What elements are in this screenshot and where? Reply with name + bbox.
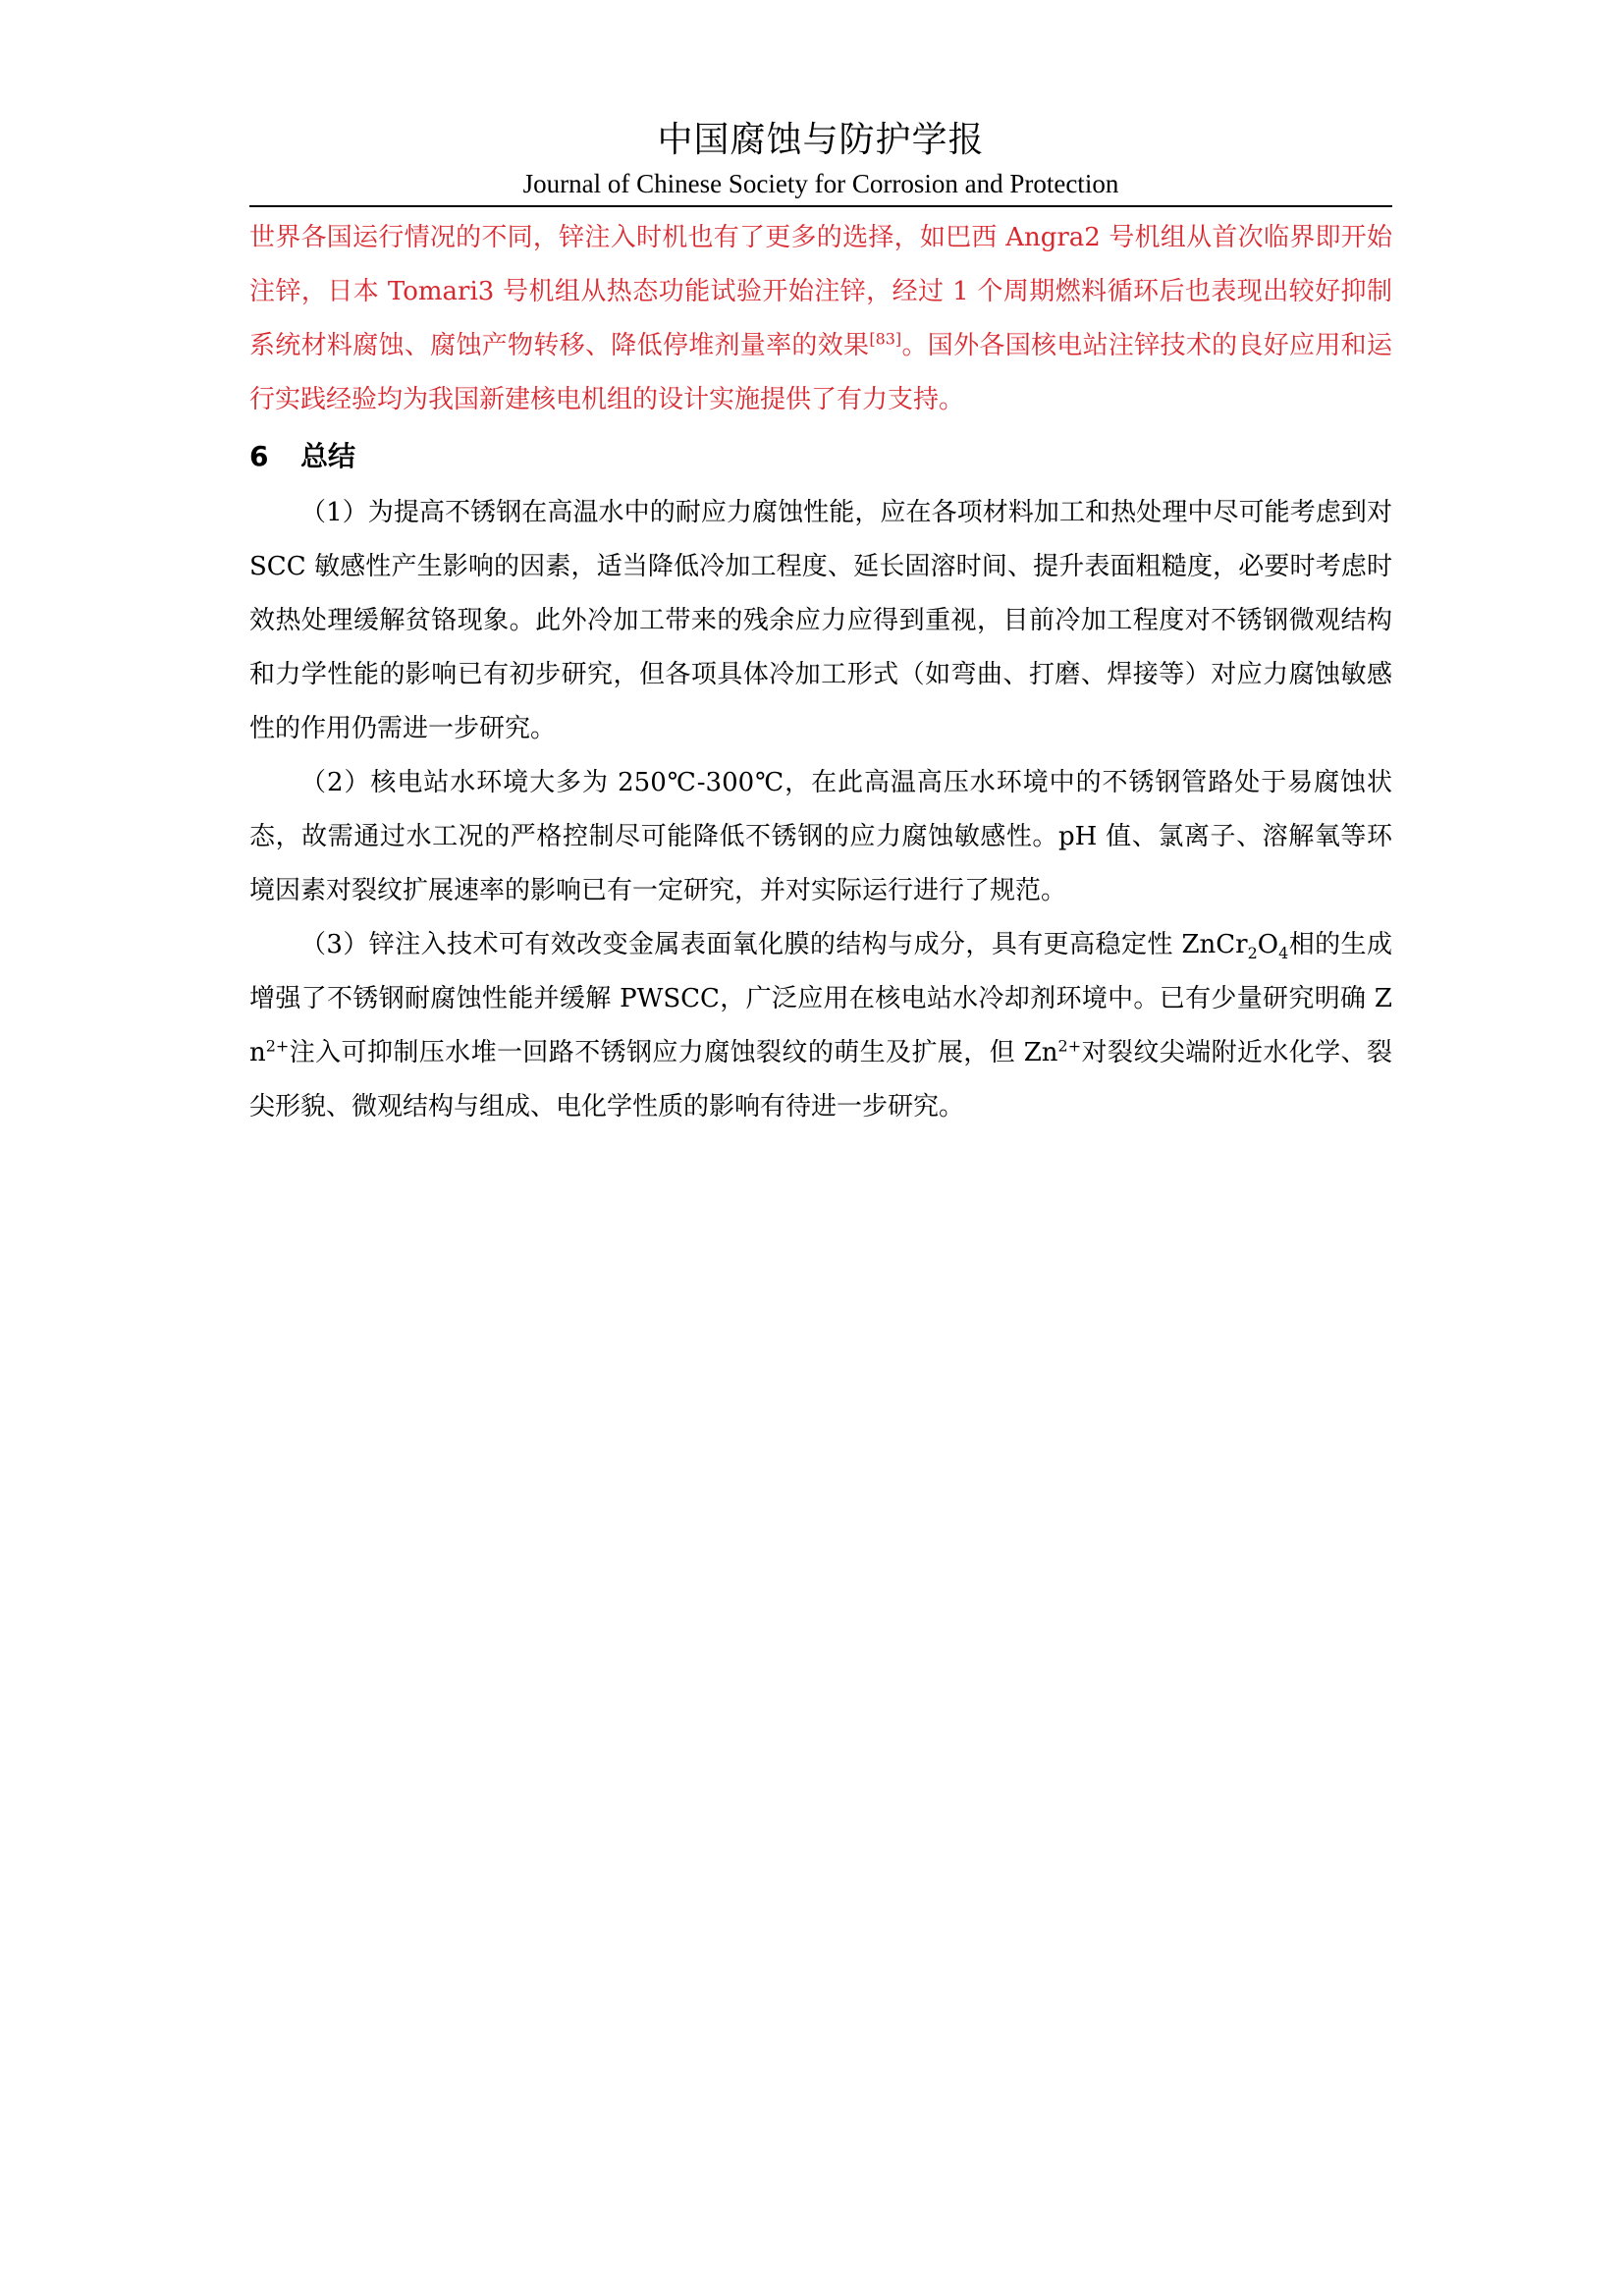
superscript-zn-1: 2+ bbox=[265, 1036, 290, 1056]
intro-paragraph bbox=[249, 211, 1392, 427]
item3-text-2: O bbox=[1257, 930, 1279, 959]
journal-title-en: Journal of Chinese Society for Corrosion and Protection bbox=[522, 169, 1119, 198]
intro-text-2: 。国外各国核电站注锌技术的良好应用和运行实践经验均为我国新建核电机组的设计实施提供了有力支持。 bbox=[249, 331, 1392, 414]
citation-83[interactable]: [83] bbox=[869, 329, 902, 349]
conclusion-item-3 bbox=[249, 918, 1392, 1134]
item3-text-1: （3）锌注入技术可有效改变金属表面氧化膜的结构与成分，具有更高稳定性 ZnCr bbox=[300, 930, 1248, 959]
item3-text-3: 相的生成增强了不锈钢耐腐蚀性能并缓解 PWSCC，广泛应用在核电站水冷却剂环境中。已有少量研究明确 Zn bbox=[249, 930, 1392, 1067]
superscript-zn-2: 2+ bbox=[1057, 1036, 1082, 1056]
conclusion-item-1: （1）为提高不锈钢在高温水中的耐应力腐蚀性能，应在各项材料加工和热处理中尽可能考虑到对 SCC 敏感性产生影响的因素，适当降低冷加工程度、延长固溶时间、提升表面粗糙度，必要时考虑时效热处理缓解贫铬现象。此外冷加工带来的残余应力应得到重视，目前冷加工程度对不锈钢微观结构和力学性能的影响已有初步研究，但各项具体冷加工形式（如弯曲、打磨、焊接等）对应力腐蚀敏感性的作用仍需进一步研究。 bbox=[249, 498, 1392, 743]
header-rule bbox=[249, 205, 1392, 207]
body-text bbox=[249, 211, 1392, 1134]
section-heading bbox=[249, 429, 1392, 484]
item3-text-5: 对裂纹尖端附近水化学、裂尖形貌、微观结构与组成、电化学性质的影响有待进一步研究。 bbox=[249, 1038, 1392, 1121]
item3-text-4: 注入可抑制压水堆一回路不锈钢应力腐蚀裂纹的萌生及扩展，但 Zn bbox=[289, 1038, 1058, 1067]
subscript-4: 4 bbox=[1278, 944, 1289, 963]
journal-title-cn: 中国腐蚀与防护学报 bbox=[657, 120, 985, 160]
intro-text-1: 世界各国运行情况的不同，锌注入时机也有了更多的选择，如巴西 Angra2 号机组从首次临界即开始注锌，日本 Tomari3 号机组从热态功能试验开始注锌，经过 1 个周期燃料循环后也表现出较好抑制系统材料腐蚀、腐蚀产物转移、降低停堆剂量率的效果 bbox=[249, 223, 1392, 360]
section-number: 6 bbox=[249, 440, 269, 472]
conclusion-item-2: （2）核电站水环境大多为 250℃-300℃，在此高温高压水环境中的不锈钢管路处于易腐蚀状态，故需通过水工况的严格控制尽可能降低不锈钢的应力腐蚀敏感性。pH 值、氯离子、溶解氧等环境因素对裂纹扩展速率的影响已有一定研究，并对实际运行进行了规范。 bbox=[249, 768, 1392, 905]
section-title: 总结 bbox=[300, 440, 356, 472]
running-header bbox=[249, 116, 1392, 200]
subscript-2: 2 bbox=[1247, 944, 1258, 963]
